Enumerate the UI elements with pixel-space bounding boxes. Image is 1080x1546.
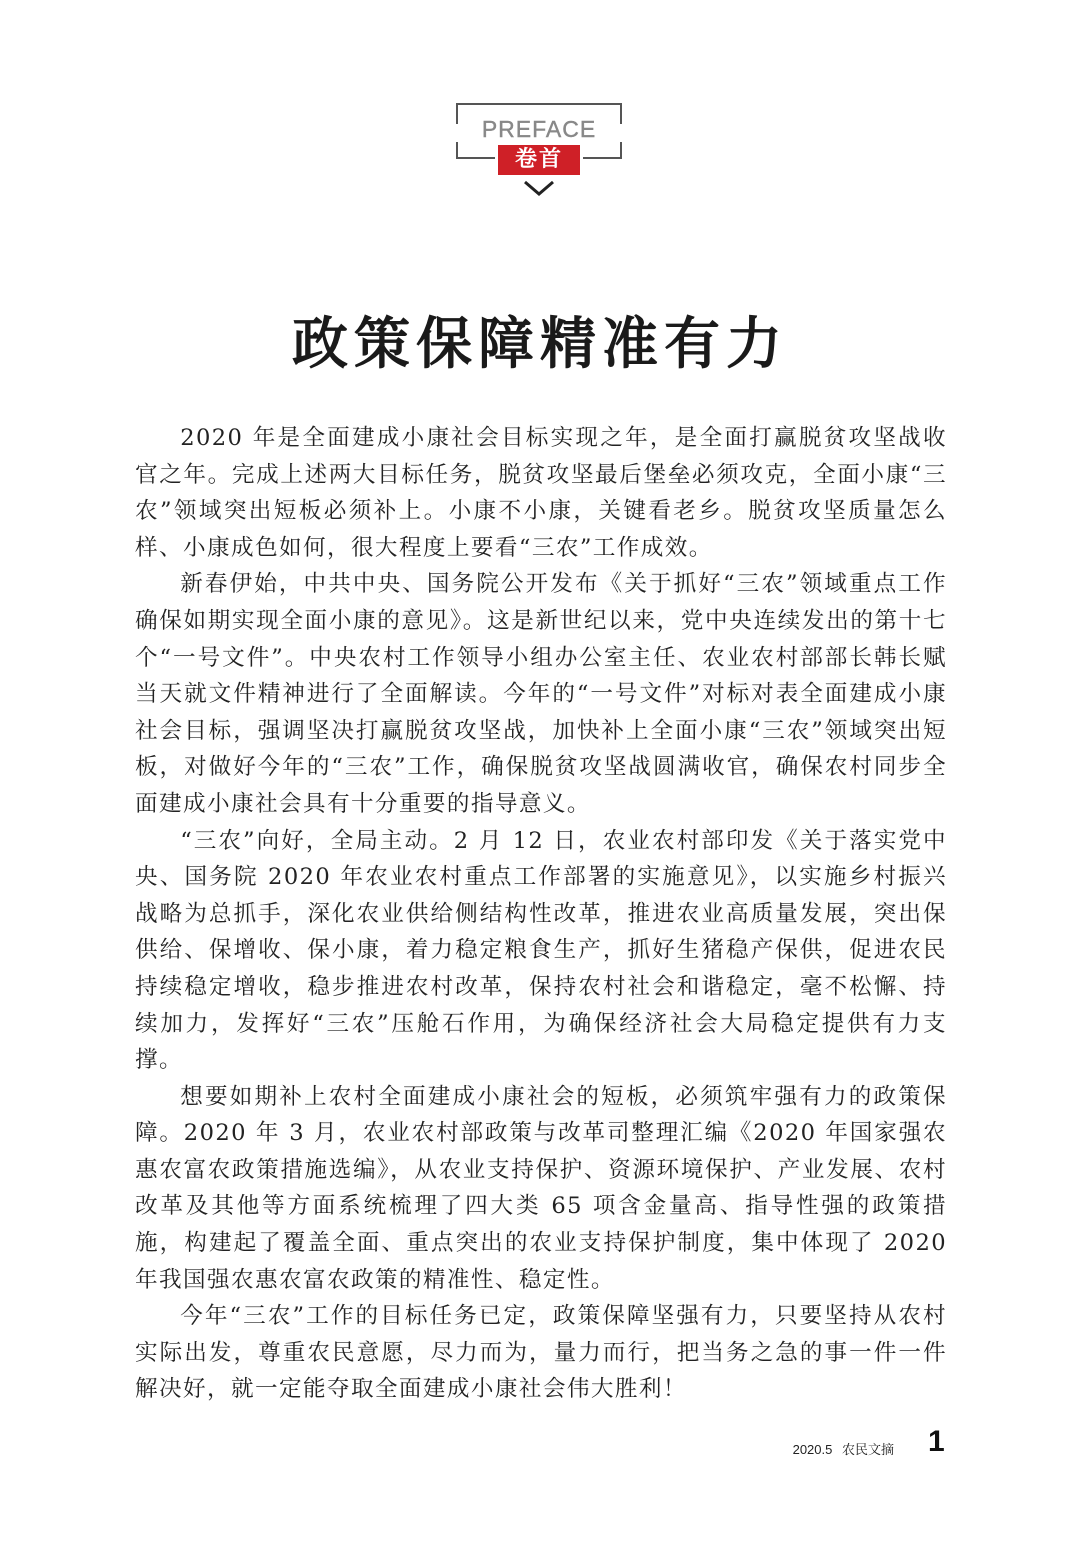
paragraph: 2020 年是全面建成小康社会目标实现之年，是全面打赢脱贫攻坚战收官之年。完成上述两大目标任务，脱贫攻坚最后堡垒必须攻克，全面小康“三农”领域突出短板必须补上。小康不小康，关键看老乡。脱贫攻坚质量怎么样、小康成色如何，很大程度上要看“三农”工作成效。 [135, 425, 947, 561]
issue-number: 2020.5 [792, 1442, 833, 1457]
section-label: 卷首 [498, 145, 580, 175]
chevron-down-icon [525, 182, 553, 194]
preface-label: PREFACE [481, 116, 597, 142]
paragraph: 新春伊始，中共中央、国务院公开发布《关于抓好“三农”领域重点工作确保如期实现全面小康的意见》。这是新世纪以来，党中央连续发出的第十七个“一号文件”。中央农村工作领导小组办公室主任、农业农村部部长韩长赋当天就文件精神进行了全面解读。今年的“一号文件”对标对表全面建成小康社会目标，强调坚决打赢脱贫攻坚战，加快补上全面小康“三农”领域突出短板，对做好今年的“三农”工作，确保脱贫攻坚战圆满收官，确保农村同步全面建成小康社会具有十分重要的指导意义。 [135, 571, 947, 817]
paragraph: “三农”向好，全局主动。2 月 12 日，农业农村部印发《关于落实党中央、国务院 2020 年农业农村重点工作部署的实施意见》，以实施乡村振兴战略为总抓手，深化农业供给侧结构性改革，推进农业高质量发展，突出保供给、保增收、保小康，着力稳定粮食生产，抓好生猪稳产保供，促进农民持续稳定增收，稳步推进农村改革，保持农村社会和谐稳定，毫不松懈、持续加力，发挥好“三农”压舱石作用，为确保经济社会大局稳定提供有力支撑。 [135, 827, 947, 1074]
page-number: 1 [928, 1425, 945, 1458]
magazine-name: 农民文摘 [841, 1442, 894, 1457]
article-body [135, 420, 947, 1408]
paragraph: 想要如期补上农村全面建成小康社会的短板，必须筑牢强有力的政策保障。2020 年 3 月，农业农村部政策与改革司整理汇编《2020 年国家强农惠农富农政策措施选编》，从农业支持保护、资源环境保护、产业发展、农村改革及其他等方面系统梳理了四大类 65 项含金量高、指导性强的政策措施，构建起了覆盖全面、重点突出的农业支持保护制度，集中体现了 2020 年我国强农惠农富农政策的精准性、稳定性。 [135, 1083, 947, 1293]
page-footer [793, 1439, 900, 1458]
paragraph: 今年“三农”工作的目标任务已定，政策保障坚强有力，只要坚持从农村实际出发，尊重农民意愿，尽力而为，量力而行，把当务之急的事一件一件解决好，就一定能夺取全面建成小康社会伟大胜利！ [135, 1303, 947, 1403]
article-title: 政策保障精准有力 [292, 312, 788, 377]
preface-badge [455, 102, 623, 197]
